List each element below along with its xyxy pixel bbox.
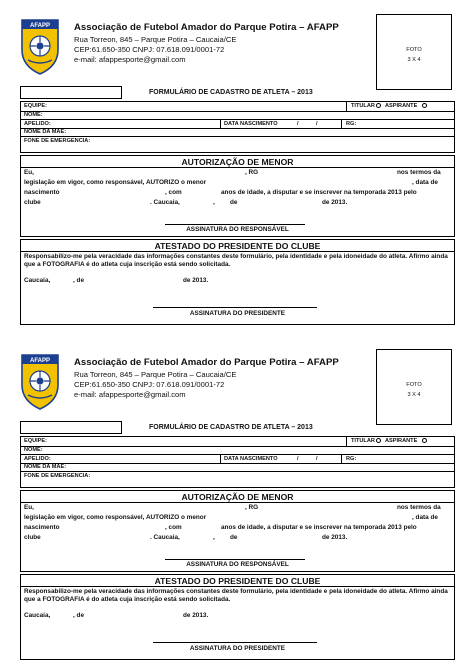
- auth-legislacao: legislação em vigor, como responsável, AUTORIZO o menor: [24, 179, 207, 186]
- minor-authorization-section: [20, 490, 455, 572]
- field-row-nome[interactable]: [21, 446, 454, 455]
- president-statement-text: Responsabilizo-me pela veracidade das informações constantes deste formulário, pela identidade e pela idoneidade do atleta. Afirmo ainda que a FOTOGRAFIA é do atleta cuja inscrição está sendo solicitada.: [24, 588, 448, 604]
- president-signature-line[interactable]: [153, 307, 317, 308]
- nome-label: NOME:: [24, 112, 43, 119]
- auth-data-de: , data de: [412, 179, 438, 186]
- aspirante-radio[interactable]: [422, 438, 427, 443]
- athlete-fields: [20, 101, 455, 153]
- org-cep-cnpj: CEP:61.650-350 CNPJ: 07.618.091/0001-72: [74, 45, 225, 54]
- guardian-signature-label: ASSINATURA DO RESPONSÁVEL: [186, 226, 289, 233]
- statement-de: , de: [73, 277, 85, 284]
- president-signature-line[interactable]: [153, 642, 317, 643]
- aspirante-label: ASPIRANTE: [385, 102, 418, 109]
- auth-caucaia: . Caucaia,: [150, 199, 180, 206]
- nome-mae-label: NOME DA MÃE:: [24, 129, 67, 136]
- apelido-label: APELIDO:: [24, 120, 51, 127]
- auth-rg: , RG: [245, 169, 259, 176]
- org-email: e-mail: afappesporte@gmail.com: [74, 390, 186, 399]
- registration-form-2: [0, 335, 474, 670]
- photo-size-label: 3 X 4: [407, 392, 421, 398]
- minor-authorization-section: [20, 155, 455, 237]
- equipe-label: EQUIPE:: [24, 102, 48, 109]
- field-row-nome-mae[interactable]: [21, 463, 454, 472]
- nome-label: NOME:: [24, 447, 43, 454]
- auth-rg: , RG: [245, 504, 259, 511]
- auth-legislacao: legislação em vigor, como responsável, AUTORIZO o menor: [24, 514, 207, 521]
- data-nascimento-label: DATA NASCIMENTO: [224, 455, 278, 462]
- statement-de-2013: de 2013.: [183, 612, 209, 619]
- registration-number-box[interactable]: [20, 86, 122, 99]
- date-slash-2: /: [316, 455, 318, 462]
- auth-eu: Eu,: [24, 169, 34, 176]
- guardian-signature-line[interactable]: [165, 559, 305, 560]
- afapp-shield-logo: [20, 16, 60, 76]
- field-row-fone[interactable]: [21, 136, 454, 145]
- titular-label: TITULAR: [351, 437, 375, 444]
- president-statement-section: [20, 239, 455, 325]
- president-signature-label: ASSINATURA DO PRESIDENTE: [189, 645, 286, 652]
- field-row-nome[interactable]: [21, 111, 454, 120]
- auth-eu: Eu,: [24, 504, 34, 511]
- auth-de: de: [230, 199, 238, 206]
- field-row-apelido[interactable]: [21, 119, 454, 128]
- auth-com: , com: [165, 189, 182, 196]
- photo-label: FOTO: [406, 382, 422, 388]
- org-name: Associação de Futebol Amador do Parque Potira – AFAPP: [74, 22, 339, 33]
- data-nascimento-label: DATA NASCIMENTO: [224, 120, 278, 127]
- auth-comma: ,: [213, 534, 215, 541]
- president-statement-text: Responsabilizo-me pela veracidade das informações constantes deste formulário, pela identidade e pela idoneidade do atleta. Afirmo ainda que a FOTOGRAFIA é do atleta cuja inscrição está sendo solicitada.: [24, 253, 448, 269]
- president-statement-title: ATESTADO DO PRESIDENTE DO CLUBE: [154, 241, 321, 251]
- auth-comma: ,: [213, 199, 215, 206]
- aspirante-radio[interactable]: [422, 103, 427, 108]
- rg-label: RG:: [346, 120, 357, 127]
- statement-caucaia: Caucaia,: [24, 277, 51, 284]
- titular-radio[interactable]: [376, 103, 381, 108]
- field-row-fone[interactable]: [21, 471, 454, 480]
- logo-text: AFAPP: [29, 358, 51, 364]
- auth-de-2013: de 2013.: [322, 534, 348, 541]
- auth-de-2013: de 2013.: [322, 199, 348, 206]
- auth-clube: clube: [24, 199, 41, 206]
- org-name: Associação de Futebol Amador do Parque Potira – AFAPP: [74, 357, 339, 368]
- statement-de-2013: de 2013.: [183, 277, 209, 284]
- org-cep-cnpj: CEP:61.650-350 CNPJ: 07.618.091/0001-72: [74, 380, 225, 389]
- logo-text: AFAPP: [29, 23, 51, 29]
- date-slash-1: /: [297, 455, 299, 462]
- auth-nos-termos: nos termos da: [397, 504, 441, 511]
- titular-radio[interactable]: [376, 438, 381, 443]
- form-title: FORMULÁRIO DE CADASTRO DE ATLETA – 2013: [149, 89, 313, 96]
- field-row-apelido[interactable]: [21, 454, 454, 463]
- field-row-equipe[interactable]: [21, 102, 454, 111]
- athlete-fields: [20, 436, 455, 488]
- date-slash-2: /: [316, 120, 318, 127]
- auth-clube: clube: [24, 534, 41, 541]
- guardian-signature-label: ASSINATURA DO RESPONSÁVEL: [186, 561, 289, 568]
- org-address: Rua Torreon, 845 – Parque Potira – Caucaia/CE: [74, 35, 237, 44]
- field-row-equipe[interactable]: [21, 437, 454, 446]
- equipe-label: EQUIPE:: [24, 437, 48, 444]
- president-statement-title: ATESTADO DO PRESIDENTE DO CLUBE: [154, 576, 321, 586]
- auth-caucaia: . Caucaia,: [150, 534, 180, 541]
- field-row-nome-mae[interactable]: [21, 128, 454, 137]
- auth-de: de: [230, 534, 238, 541]
- minor-authorization-title: AUTORIZAÇÃO DE MENOR: [181, 157, 294, 167]
- auth-anos: anos de idade, a disputar e se inscrever na temporada 2013 pelo: [221, 189, 417, 196]
- photo-label: FOTO: [406, 47, 422, 53]
- titular-label: TITULAR: [351, 102, 375, 109]
- president-signature-label: ASSINATURA DO PRESIDENTE: [189, 310, 286, 317]
- statement-caucaia: Caucaia,: [24, 612, 51, 619]
- aspirante-label: ASPIRANTE: [385, 437, 418, 444]
- auth-com: , com: [165, 524, 182, 531]
- org-email: e-mail: afappesporte@gmail.com: [74, 55, 186, 64]
- date-slash-1: /: [297, 120, 299, 127]
- president-statement-section: [20, 574, 455, 660]
- statement-de: , de: [73, 612, 85, 619]
- auth-anos: anos de idade, a disputar e se inscrever na temporada 2013 pelo: [221, 524, 417, 531]
- auth-nos-termos: nos termos da: [397, 169, 441, 176]
- apelido-label: APELIDO:: [24, 455, 51, 462]
- minor-authorization-title: AUTORIZAÇÃO DE MENOR: [181, 492, 294, 502]
- form-title: FORMULÁRIO DE CADASTRO DE ATLETA – 2013: [149, 424, 313, 431]
- auth-nascimento: nascimento: [24, 189, 60, 196]
- nome-mae-label: NOME DA MÃE:: [24, 464, 67, 471]
- auth-data-de: , data de: [412, 514, 438, 521]
- fone-label: FONE DE EMERGENCIA:: [24, 137, 91, 144]
- fone-label: FONE DE EMERGENCIA:: [24, 472, 91, 479]
- photo-size-label: 3 X 4: [407, 57, 421, 63]
- org-address: Rua Torreon, 845 – Parque Potira – Caucaia/CE: [74, 370, 237, 379]
- registration-number-box[interactable]: [20, 421, 122, 434]
- guardian-signature-line[interactable]: [165, 224, 305, 225]
- rg-label: RG:: [346, 455, 357, 462]
- auth-nascimento: nascimento: [24, 524, 60, 531]
- afapp-shield-logo: [20, 351, 60, 411]
